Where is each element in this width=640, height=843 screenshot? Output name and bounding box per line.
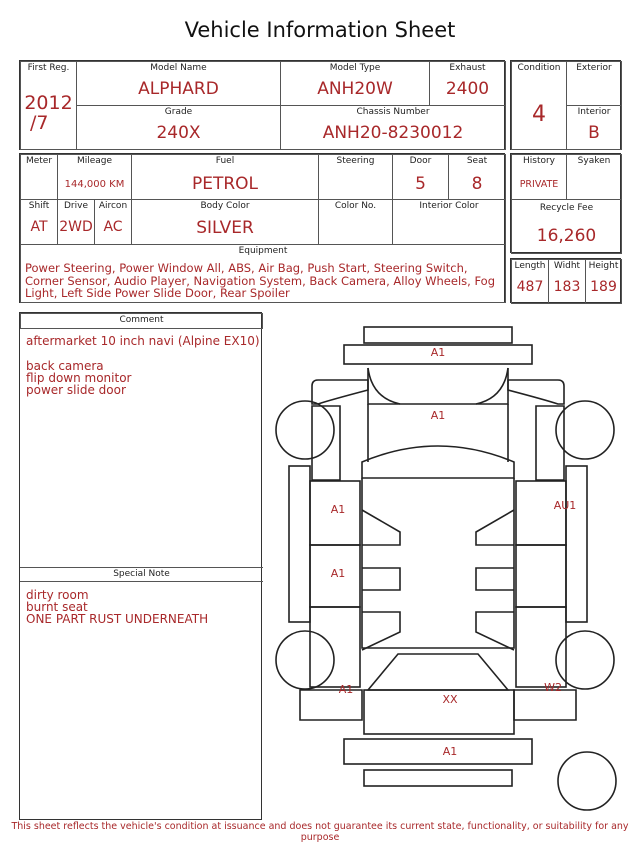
width-cell [548,259,586,304]
equipment-value: Power Steering, Power Window All, ABS, Air Bag, Push Start, Steering Switch, Corner Sensor, Audio Player, Navigation System, Back Camera, Alloy Wheels, Fog Light, Left Side Power Slide Door, Rear Spoiler [25,261,496,300]
first-reg-cell [20,61,77,150]
grade-value: 240X [156,123,201,143]
shift-value: AT [30,219,48,235]
door-cell [392,154,449,200]
aircon-cell [94,199,132,245]
interior-label: Interior [577,107,611,117]
syaken-cell [566,154,622,200]
recycle-fee-cell [511,199,622,254]
door-label: Door [409,156,432,166]
special-note-line-1: dirty room [26,588,89,602]
drive-value: 2WD [59,219,93,235]
damage-rear-window: XX [442,693,458,706]
damage-front-bumper: A1 [430,346,446,359]
door-value: 5 [415,174,426,194]
color-no-cell [318,199,393,245]
comment-header [20,313,263,329]
mileage-cell [57,154,132,200]
body-color-value: SILVER [196,218,254,238]
model-name-label: Model Name [150,63,207,73]
history-block [510,153,621,253]
comment-line-2: back camera [26,359,104,373]
comment-line-3: flip down monitor [26,371,132,385]
history-cell [511,154,567,200]
first-reg-label: First Reg. [27,63,70,73]
damage-right-front-door: AU1 [553,499,577,512]
exterior-label: Exterior [576,63,612,73]
special-note-line-2: burnt seat [26,600,88,614]
exhaust-cell [429,61,506,106]
history-value: PRIVATE [519,179,559,190]
interior-color-cell [392,199,506,245]
exterior-cell [566,61,622,106]
fuel-label: Fuel [215,156,235,166]
model-name-cell [76,61,281,106]
specs-block [19,153,505,303]
body-color-label: Body Color [200,201,250,211]
equipment-label: Equipment [238,246,288,256]
body-color-cell [131,199,319,245]
chassis-cell [280,105,506,150]
damage-hood: A1 [430,409,446,422]
length-value: 487 [516,279,544,295]
seat-value: 8 [471,174,483,194]
special-note-line-3: ONE PART RUST UNDERNEATH [26,612,209,626]
width-value: 183 [553,279,581,295]
aircon-label: Aircon [98,201,128,211]
length-cell [511,259,549,304]
exhaust-value: 2400 [445,79,490,99]
damage-right-rear-fender: W2 [544,681,562,694]
width-label: Widht [553,261,581,271]
model-type-value: ANH20W [317,79,393,99]
grade-label: Grade [164,107,193,117]
dimensions-block [510,258,621,303]
length-label: Length [514,261,546,271]
meter-cell [20,154,58,200]
recycle-fee-label: Recycle Fee [539,203,594,213]
syaken-label: Syaken [577,156,611,166]
condition-value: 4 [532,102,546,127]
footer-disclaimer: This sheet reflects the vehicle's condition at issuance and does not guarantee its current state, functionality, or suitability for any purpose [11,821,629,843]
fuel-cell [131,154,319,200]
comment-line-1: aftermarket 10 inch navi (Alpine EX10) [26,334,260,348]
model-type-cell [280,61,430,106]
interior-cell [566,105,622,150]
seat-label: Seat [466,156,488,166]
page-title: Vehicle Information Sheet [184,18,456,42]
equipment-cell [20,244,506,303]
interior-value: B [588,123,600,143]
height-value: 189 [590,279,617,295]
fuel-value: PETROL [191,174,259,194]
comment-block [19,312,262,820]
shift-label: Shift [28,201,50,211]
mileage-value: 144,000 KM [64,179,125,190]
color-no-label: Color No. [334,201,377,211]
steering-cell [318,154,393,200]
drive-cell [57,199,95,245]
model-type-label: Model Type [329,63,381,73]
first-reg-year: 2012 [24,92,73,114]
comment-label: Comment [119,315,164,325]
condition-cell [511,61,567,150]
condition-block [510,60,621,150]
interior-color-label: Interior Color [419,201,479,211]
condition-label: Condition [517,63,561,73]
aircon-value: AC [103,219,123,235]
height-cell [585,259,622,304]
seat-cell [448,154,506,200]
chassis-label: Chassis Number [356,107,430,117]
mileage-label: Mileage [76,156,113,166]
model-name-value: ALPHARD [138,79,219,99]
first-reg-month: /7 [30,112,49,134]
recycle-fee-value: 16,260 [536,226,597,246]
height-label: Height [588,261,619,271]
comment-line-4: power slide door [26,383,126,397]
steering-label: Steering [336,156,375,166]
damage-left-rear-door: A1 [330,567,346,580]
grade-cell [76,105,281,150]
chassis-value: ANH20-8230012 [322,123,464,143]
damage-left-rear-fender: A1 [338,683,354,696]
drive-label: Drive [64,201,88,211]
damage-rear-bumper: A1 [442,745,458,758]
shift-cell [20,199,58,245]
damage-left-front-door: A1 [330,503,346,516]
model-info-block [19,60,505,150]
exhaust-label: Exhaust [449,63,486,73]
history-label: History [522,156,556,166]
special-note-label: Special Note [113,569,170,579]
special-note-header [20,567,263,582]
meter-label: Meter [25,156,53,166]
